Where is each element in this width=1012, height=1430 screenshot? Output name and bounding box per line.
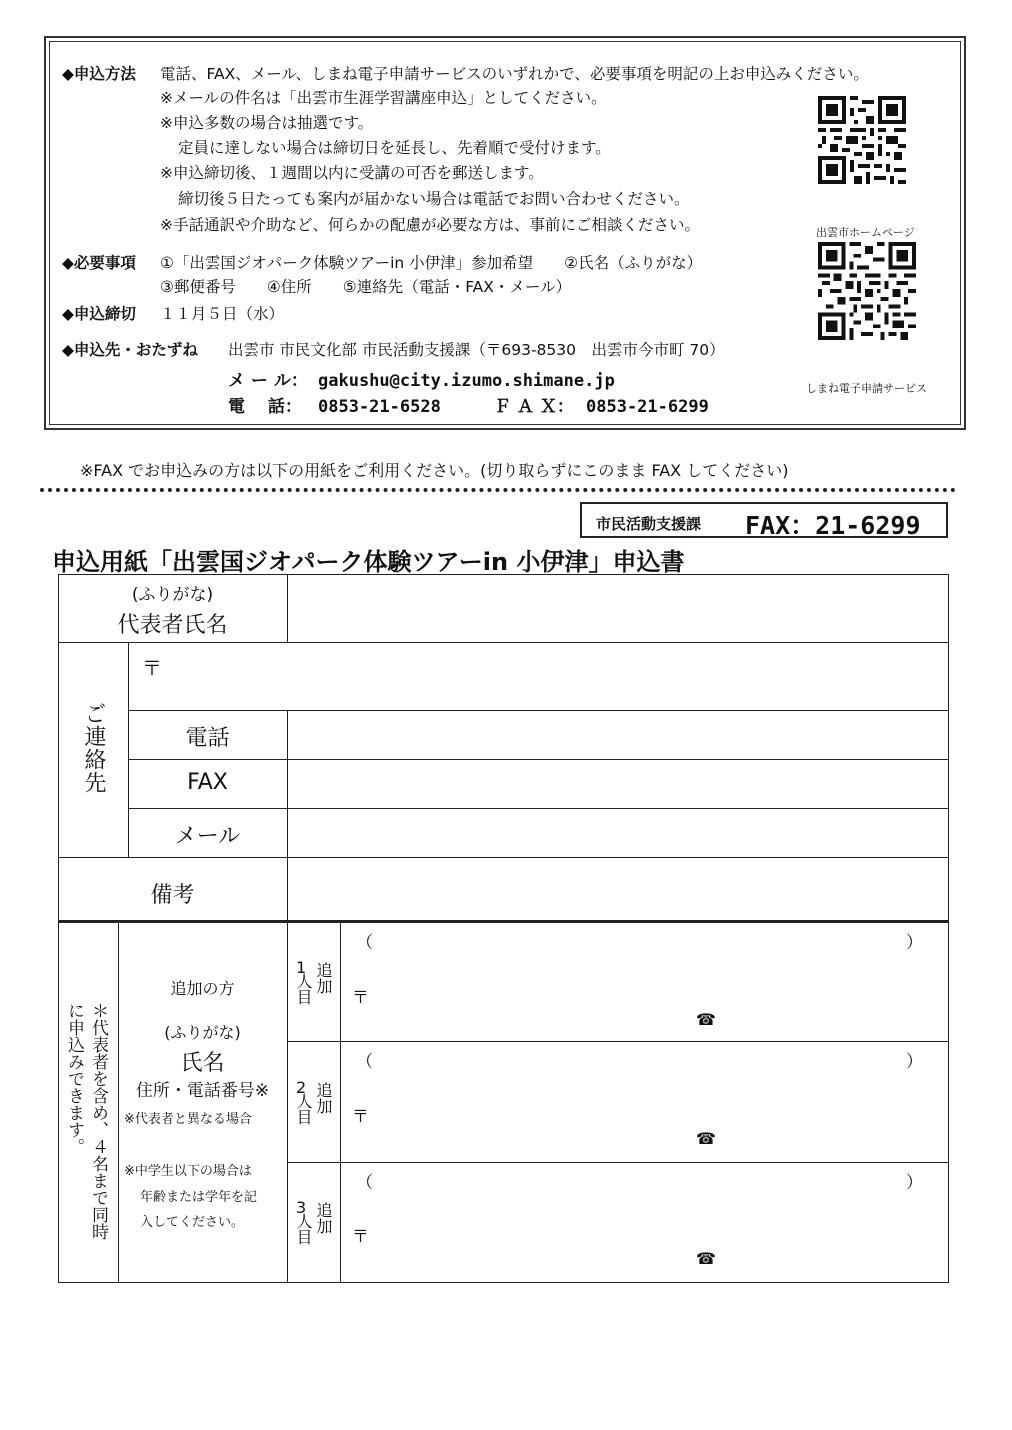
zip-mark: 〒 [352,1107,369,1127]
paren-close: ） [906,1052,923,1072]
row-number: 2 [296,1078,307,1097]
note-3: 定員に達しない場合は締切日を延長し、先着順で受付けます。 [178,139,611,157]
zip-mark: 〒 [352,988,369,1008]
qr-home-caption: 出雲市ホームページ [816,226,915,239]
furigana-label: (ふりがな) [131,585,214,605]
deadline-label: ◆申込締切 [62,305,136,323]
mail-label: メ ー ル： [228,371,308,391]
table-line [287,922,288,1282]
phone-field[interactable] [288,711,947,758]
qr-shinsei-caption: しまね電子申請サービス [806,382,927,395]
qr-code-icon[interactable] [818,242,916,340]
fax-value: 0853-21-6299 [586,397,709,417]
fax-dept: 市民活動支援課 [596,515,702,533]
row-number: 3 [296,1198,307,1217]
address-field[interactable] [165,644,947,709]
mail-label-cell: メール [174,824,241,849]
add-person-label: 追加の方 [170,979,235,998]
rep-name-label: 代表者氏名 [117,613,228,638]
add-furigana-label: (ふりがな) [164,1023,241,1042]
row-add-label: 追加 [314,1202,333,1234]
required-line2: ③郵便番号 ④住所 ⑤連絡先（電話・FAX・メール） [160,278,572,296]
side-note-vertical: ＊代表者を含め、４名まで同時に申込みできます。 [64,1002,108,1240]
fax-field[interactable] [288,760,947,807]
remarks-label: 備考 [150,883,195,908]
add-minor-note-1: ※中学生以下の場合は [124,1164,252,1179]
required-label: ◆必要事項 [62,254,136,272]
mail-field[interactable] [288,809,947,856]
phone-label: 電話 [185,726,230,751]
note-2: ※申込多数の場合は抽選です。 [160,114,374,132]
tel-label: 電 話： [228,397,302,417]
row-add-label: 追加 [314,962,333,994]
fax-number: FAX：21-6299 [745,511,921,540]
mail-value[interactable]: gakushu@city.izumo.shimane.jp [318,371,615,391]
row-label: 人目 [294,1093,313,1125]
table-line [948,574,949,1282]
row-add-label: 追加 [314,1082,333,1114]
deadline-text: １１月５日（水） [160,305,285,323]
telephone-icon: ☎ [696,1249,716,1268]
table-line [58,642,948,643]
additional-person-field[interactable] [341,923,947,1040]
add-addr-label: 住所・電話番号※ [135,1081,270,1101]
method-label: ◆申込方法 [62,65,136,83]
note-4: ※申込締切後、１週間以内に受講の可否を郵送します。 [160,164,544,182]
row-label: 人目 [294,1213,313,1245]
qr-code-icon[interactable] [818,96,906,184]
table-line [58,1282,949,1283]
form-title: 申込用紙「出雲国ジオパーク体験ツアーin 小伊津」申込書 [52,548,685,576]
paren-open: （ [356,933,373,953]
contact-label-vertical: ご連絡先 [81,702,106,794]
add-minor-note-2: 年齢または学年を記 [140,1190,258,1205]
add-name-label: 氏名 [180,1051,225,1076]
required-line1: ①「出雲国ジオパーク体験ツアーin 小伊津」参加希望 ②氏名（ふりがな） [160,254,703,272]
contact-label: ◆申込先・おたずね [62,341,198,359]
note-5: 締切後５日たっても案内が届かない場合は電話でお問い合わせください。 [178,190,690,208]
zip-mark: 〒 [352,1227,369,1247]
paren-close: ） [906,1173,923,1193]
add-diff-note: ※代表者と異なる場合 [124,1112,252,1127]
tel-value: 0853-21-6528 [318,397,441,417]
fax-instruction: ※FAX でお申込みの方は以下の用紙をご利用ください。(切り取らずにこのまま FAX してください) [80,461,789,480]
paren-open: （ [356,1052,373,1072]
remarks-field[interactable] [288,858,947,919]
row-number: 1 [296,958,307,977]
zip-mark: 〒 [142,656,162,680]
contact-text: 出雲市 市民文化部 市民活動支援課（〒693-8530 出雲市今市町 70） [228,341,725,359]
telephone-icon: ☎ [696,1129,716,1148]
paren-open: （ [356,1173,373,1193]
additional-person-field[interactable] [341,1163,947,1281]
table-line [58,574,59,1282]
fax-label-cell: FAX [187,770,228,795]
paren-close: ） [906,933,923,953]
row-label: 人目 [294,973,313,1005]
fax-number-box [580,502,948,538]
telephone-icon: ☎ [696,1010,716,1029]
add-minor-note-3: 入してください。 [140,1215,245,1230]
rep-name-field[interactable] [288,575,947,641]
note-6: ※手話通訳や介助など、何らかの配慮が必要な方は、事前にご相談ください。 [160,216,700,234]
cut-line [40,488,956,492]
note-1: ※メールの件名は「出雲市生涯学習講座申込」としてください。 [160,89,607,107]
method-text: 電話、FAX、メール、しまね電子申請サービスのいずれかで、必要事項を明記の上お申込みください。 [160,65,869,83]
fax-label: Ｆ Ａ Ｘ： [494,397,574,417]
additional-person-field[interactable] [341,1042,947,1161]
